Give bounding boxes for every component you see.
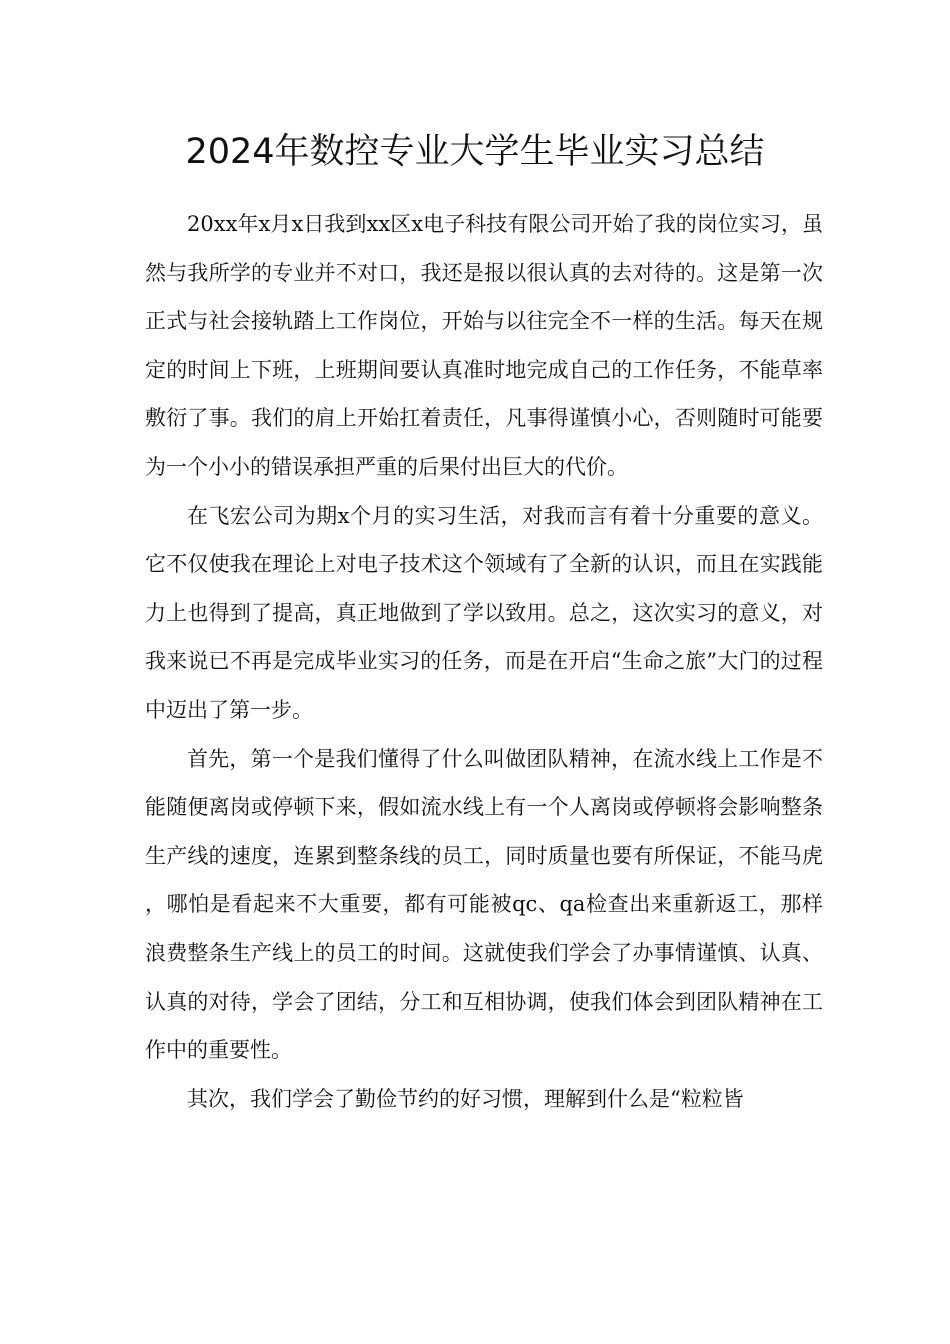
paragraph-2: 在飞宏公司为期x个月的实习生活，对我而言有着十分重要的意义。它不仅使我在理论上对电子技术这个领域有了全新的认识，而且在实践能力上也得到了提高，真正地做到了学以致用。总之，这次实习的意义，对我来说已不再是完成毕业实习的任务，而是在开启“生命之旅”大门的过程中迈出了第一步。 xyxy=(145,503,823,722)
document-title: 2024年数控专业大学生毕业实习总结 xyxy=(185,132,765,172)
document-body xyxy=(145,200,823,1123)
paragraph-1: 20xx年x月x日我到xx区x电子科技有限公司开始了我的岗位实习，虽然与我所学的专业并不对口，我还是报以很认真的去对待的。这是第一次正式与社会接轨踏上工作岗位，开始与以往完全不一样的生活。每天在规定的时间上下班，上班期间要认真准时地完成自己的工作任务，不能草率敷衍了事。我们的肩上开始扛着责任，凡事得谨慎小心，否则随时可能要为一个小小的错误承担严重的后果付出巨大的代价。 xyxy=(145,212,823,479)
paragraph-4: 其次，我们学会了勤俭节约的好习惯，理解到什么是“粒粒皆 xyxy=(187,1086,744,1111)
paragraph-3: 首先，第一个是我们懂得了什么叫做团队精神，在流水线上工作是不能随便离岗或停顿下来，假如流水线上有一个人离岗或停顿将会影响整条生产线的速度，连累到整条线的员工，同时质量也要有所保证，不能马虎，哪怕是看起来不大重要，都有可能被qc、qa检查出来重新返工，那样浪费整条生产线上的员工的时间。这就使我们学会了办事情谨慎、认真、认真的对待，学会了团结，分工和互相协调，使我们体会到团队精神在工作中的重要性。 xyxy=(145,746,823,1063)
